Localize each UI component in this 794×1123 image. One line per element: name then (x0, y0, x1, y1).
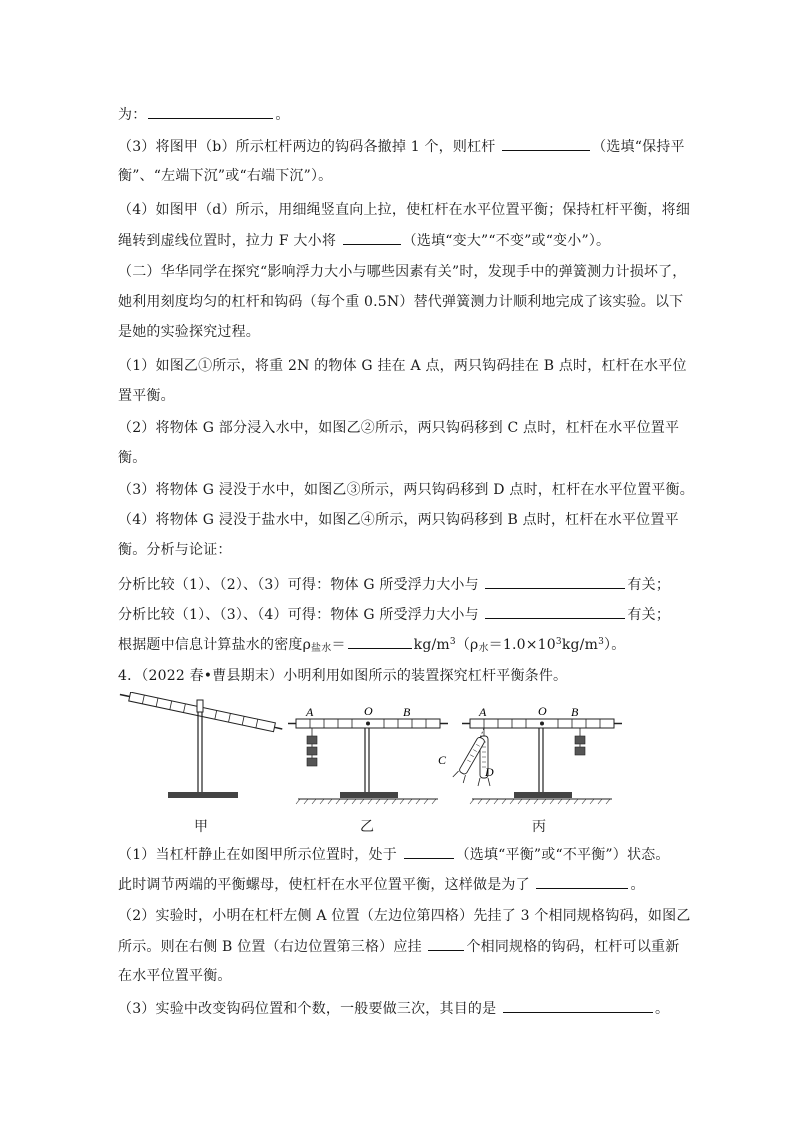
label-O: O (364, 704, 373, 718)
text-line: （3）将物体 G 浸没于水中，如图乙③所示，两只钩码移到 D 点时，杠杆在水平位置平衡。 (118, 482, 694, 498)
text-line: 为： 。 (118, 104, 678, 125)
answer-blank[interactable] (536, 874, 628, 889)
label-O: O (538, 704, 547, 718)
text-line: 她利用刻度均匀的杠杆和钩码（每个重 0.5N）替代弹簧测力计顺利地完成了该实验。以下 (118, 294, 684, 310)
text-line: 分析比较（1）、（2）、（3）可得：物体 G 所受浮力大小与 有关； (118, 574, 678, 595)
text-line: （2）实验时，小明在杠杆左侧 A 位置（左边位第四格）先挂了 3 个相同规格钩码，如图乙 (118, 908, 691, 924)
text-line: （1）当杠杆静止在如图甲所示位置时，处于 （选填“平衡”或“不平衡”）状态。 (118, 844, 678, 865)
text-line: （4）如图甲（d）所示，用细绳竖直向上拉，使杠杆在水平位置平衡；保持杠杆平衡，将细 (118, 202, 691, 218)
text-line: （3）将图甲（b）所示杠杆两边的钩码各撤掉 1 个，则杠杆 （选填“保持平 (118, 136, 678, 157)
answer-blank[interactable] (148, 104, 273, 119)
figure-label-bing: 丙 (532, 819, 546, 835)
text-line: 此时调节两端的平衡螺母，使杠杆在水平位置平衡，这样做是为了 。 (118, 874, 678, 895)
figure-bing (438, 704, 622, 804)
answer-blank[interactable] (348, 634, 412, 649)
text-line: 衡。分析与论证： (118, 542, 232, 558)
question-heading: 4．（2022 春•曹县期末）小明利用如图所示的装置探究杠杆平衡条件。 (118, 668, 568, 684)
answer-blank[interactable] (428, 936, 464, 951)
text-line: 置平衡。 (118, 388, 175, 404)
text-line: （3）实验中改变钩码位置和个数，一般要做三次，其目的是 。 (118, 998, 678, 1019)
figure-yi (288, 704, 448, 804)
label-B: B (571, 705, 579, 719)
text-line: 绳转到虚线位置时，拉力 F 大小将 （选填“变大”“不变”或“变小”）。 (118, 230, 678, 251)
text-line: （4）将物体 G 浸没于盐水中，如图乙④所示，两只钩码移到 B 点时，杠杆在水平位置平 (118, 512, 679, 528)
text-line: （2）将物体 G 部分浸入水中，如图乙②所示，两只钩码移到 C 点时，杠杆在水平位置平 (118, 420, 680, 436)
figure-jia (119, 692, 283, 798)
label-C: C (438, 753, 447, 767)
label-A: A (306, 705, 314, 719)
text-line: （1）如图乙①所示，将重 2N 的物体 G 挂在 A 点，两只钩码挂在 B 点时，杠杆在水平位 (118, 358, 687, 374)
label-D: D (485, 765, 494, 779)
figure-label-jia: 甲 (194, 819, 208, 835)
text-line: 分析比较（1）、（3）、（4）可得：物体 G 所受浮力大小与 有关； (118, 604, 678, 625)
text-line: 是她的实验探究过程。 (118, 324, 260, 340)
label-A: A (479, 705, 487, 719)
text-line: （二）华华同学在探究“影响浮力大小与哪些因素有关”时，发现手中的弹簧测力计损坏了， (118, 264, 687, 280)
label-B: B (403, 705, 411, 719)
answer-blank[interactable] (485, 604, 625, 619)
figure-label-yi: 乙 (360, 819, 374, 835)
answer-blank[interactable] (502, 136, 590, 151)
answer-blank[interactable] (343, 230, 401, 245)
text-line: 衡”、“左端下沉”或“右端下沉”）。 (118, 168, 333, 184)
answer-blank[interactable] (503, 998, 653, 1013)
answer-blank[interactable] (404, 844, 454, 859)
text-line: 根据题中信息计算盐水的密度$\rho_{盐水}= kg/m^3(\rho_水=1.0\times 10^3kg/m^3)$。 (118, 634, 678, 655)
text-line: 衡。 (118, 450, 147, 466)
answer-blank[interactable] (485, 574, 625, 589)
text-line: 在水平位置平衡。 (118, 968, 232, 984)
text-line: 所示。则在右侧 B 位置（右边位置第三格）应挂 个相同规格的钩码，杠杆可以重新 (118, 936, 678, 957)
